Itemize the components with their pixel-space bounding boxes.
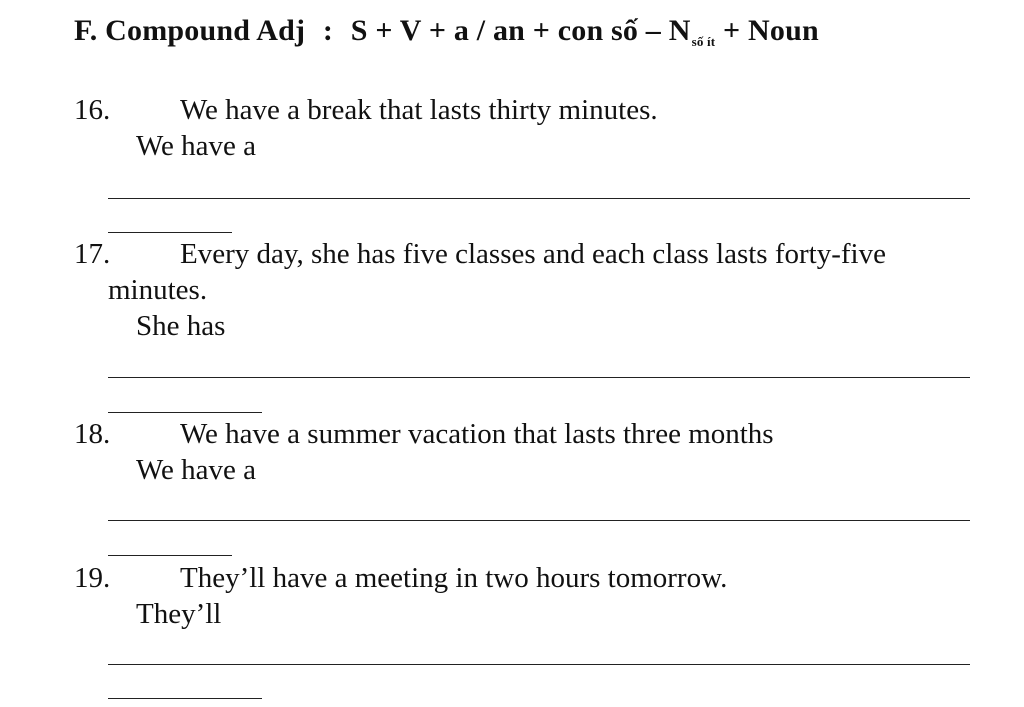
question-number: 19. [74,562,111,594]
section-heading [74,14,819,50]
question-number: 17. [74,238,111,270]
question-sentence-continuation: minutes. [108,274,208,306]
answer-line-continuation[interactable] [108,698,262,699]
answer-line[interactable] [108,664,970,665]
question-sentence: They’ll have a meeting in two hours tomorrow. [180,562,728,594]
heading-colon: : [322,14,334,47]
heading-prefix: F. Compound Adj [74,14,306,47]
answer-starter: She has [136,310,226,342]
heading-formula-part1: S + V + a / an + con số – N [350,14,691,47]
answer-starter: They’ll [136,598,222,630]
question-number: 18. [74,418,111,450]
question-sentence: We have a summer vacation that lasts three months [180,418,774,450]
answer-line[interactable] [108,198,970,199]
answer-line[interactable] [108,377,970,378]
heading-formula-part2: + Noun [723,14,819,47]
answer-line[interactable] [108,520,970,521]
question-sentence: Every day, she has five classes and each class lasts forty-five [180,238,886,270]
answer-starter: We have a [136,130,257,162]
heading-formula-subscript: số ít [691,34,716,49]
answer-line-continuation[interactable] [108,412,262,413]
answer-line-continuation[interactable] [108,555,232,556]
answer-starter: We have a [136,454,257,486]
question-sentence: We have a break that lasts thirty minutes. [180,94,658,126]
question-number: 16. [74,94,111,126]
answer-line-continuation[interactable] [108,232,232,233]
